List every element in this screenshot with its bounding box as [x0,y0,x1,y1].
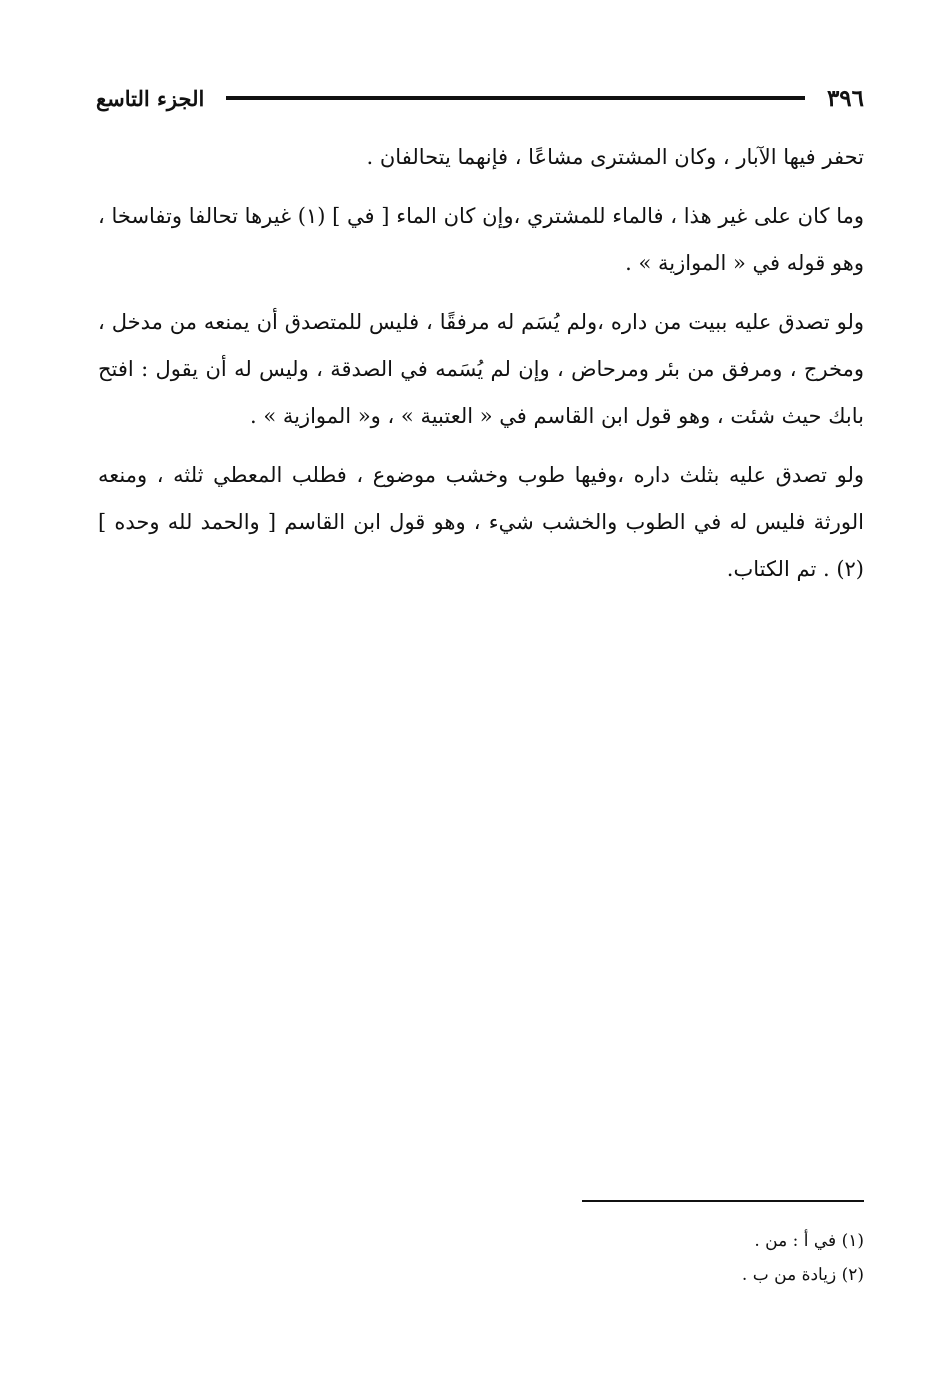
footnotes [520,1224,864,1292]
footnote-2: (٢) زيادة من ب . [741,1265,864,1285]
page-number: ٣٩٦ [826,84,864,112]
paragraph: وما كان على غير هذا ، فالماء للمشتري ،وإن كان الماء [ في ] (١) غيرها تحالفا وتفاسخا ، وهو قوله في « الموازية » . [98,204,864,275]
header-rule [226,96,805,100]
footnote-separator [582,1200,864,1202]
page-header [96,80,864,116]
footnote-1: (١) في أ : من . [754,1231,864,1251]
main-text [98,134,864,605]
running-title: الجزء التاسع [96,85,205,111]
paragraph: ولو تصدق عليه بثلث داره ،وفيها طوب وخشب موضوع ، فطلب المعطي ثلثه ، ومنعه الورثة فليس له في الطوب والخشب شيء ، وهو قول ابن القاسم [ والحمد لله وحده ] (٢) . تم الكتاب. [98,463,864,581]
paragraph: تحفر فيها الآبار ، وكان المشترى مشاعًا ، فإنهما يتحالفان . [366,145,864,169]
paragraph: ولو تصدق عليه ببيت من داره ،ولم يُسَم له مرفقًا ، فليس للمتصدق أن يمنعه من مدخل ، ومخرج ، ومرفق من بئر ومرحاض ، وإن لم يُسَمه في الصدقة ، وليس له أن يقول : افتح بابك حيث شئت ، وهو قول ابن القاسم في « العتبية » ، و« الموازية » . [98,310,864,428]
